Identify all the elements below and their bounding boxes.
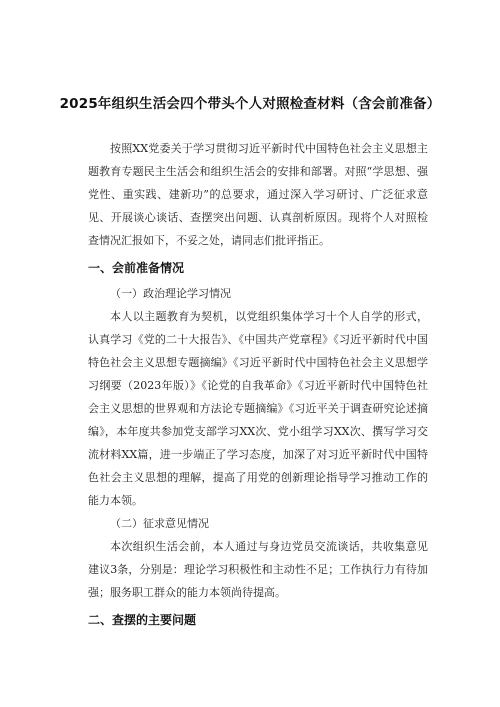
document-title: 2025年组织生活会四个带头个人对照检查材料（含会前准备） [59, 96, 441, 112]
theory-study-paragraph: 本人以主题教育为契机，以党组织集体学习十个人自学的形式，认真学习《党的二十大报告》、《中国共产党章程》《习近平新时代中国特色社会主义思想专题摘编》《习近平新时代中国特色社会主义思想学习纲要（2023年版）》《论党的自我革命》《习近平新时代中国特色社会主义思想的世界观和方法论专题摘编》《习近平关于调查研究论述摘编》，本年度共参加党支部学习XX次、党小组学习XX次、撰写学习交流材料XX篇，进一步端正了学习态度，加深了对习近平新时代中国特色社会主义思想的理解，提高了用党的创新理论指导学习推动工作的能力本领。 [88, 310, 428, 507]
section-heading-preparation: 一、会前准备情况 [88, 261, 185, 275]
document-body [88, 137, 428, 634]
subsection-heading-theory-study: （一）政治理论学习情况 [110, 287, 231, 300]
intro-paragraph: 按照XX党委关于学习贯彻习近平新时代中国特色社会主义思想主题教育专题民主生活会和组织生活会的安排和部署。对照“学思想、强党性、重实践、建新功”的总要求，通过深入学习研讨、广泛征求意见、开展谈心谈话、查摆突出问题、认真剖析原因。现将个人对照检查情况汇报如下，不妥之处，请同志们批评指正。 [88, 142, 428, 247]
subsection-heading-opinions: （二）征求意见情况 [110, 517, 209, 530]
opinions-paragraph: 本次组织生活会前，本人通过与身边党员交流谈话，共收集意见建议3条，分别是：理论学习积极性和主动性不足；工作执行力有待加强；服务职工群众的能力本领尚待提高。 [88, 540, 428, 599]
section-heading-main-problems: 二、查摆的主要问题 [88, 613, 197, 627]
